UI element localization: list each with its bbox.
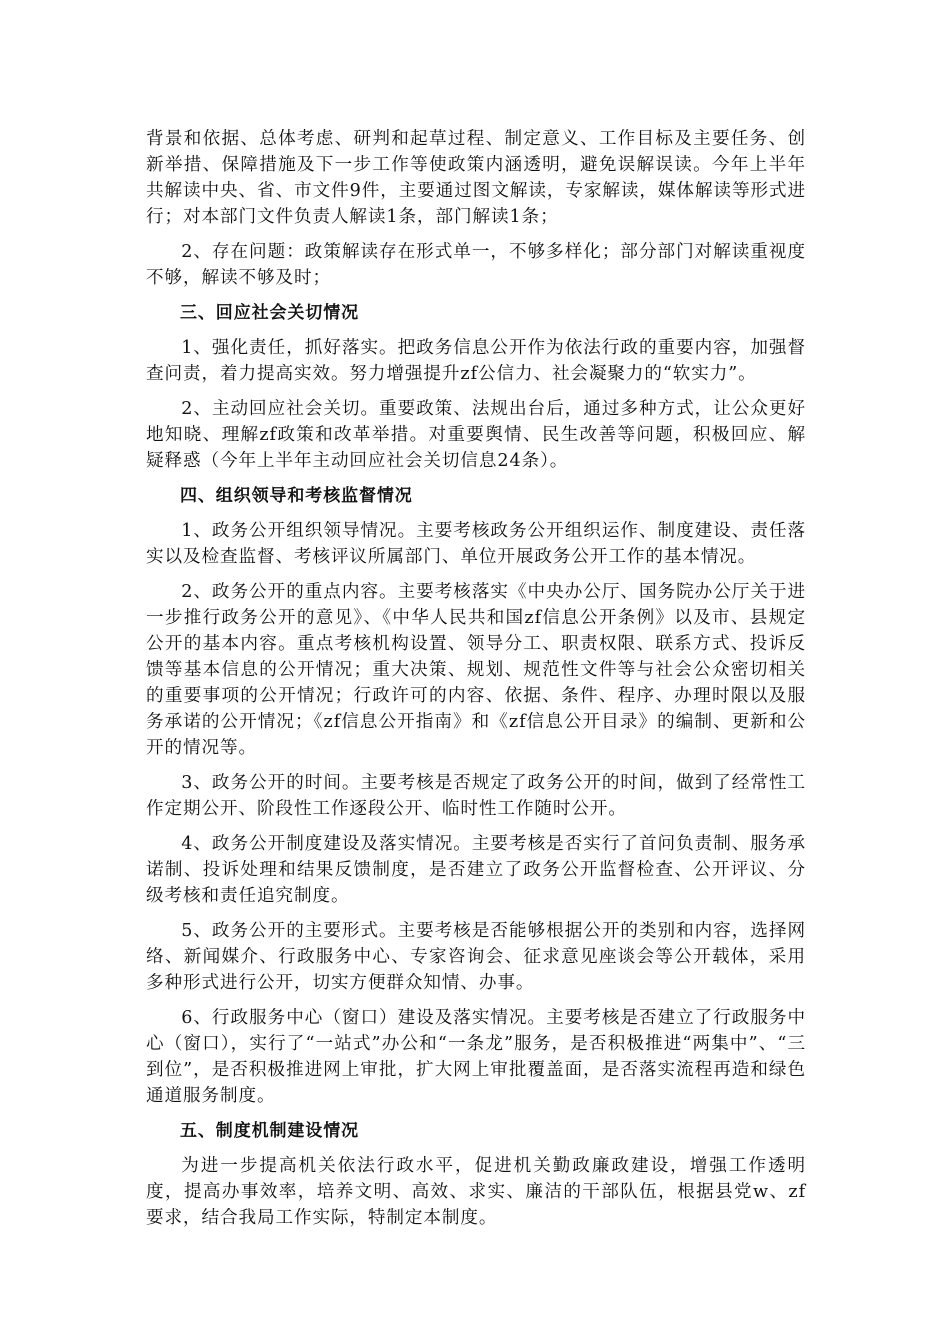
paragraph-main-forms: 5、政务公开的主要形式。主要考核是否能够根据公开的类别和内容，选择网络、新闻媒介、行政服务中心、专家咨询会、征求意见座谈会等公开载体，采用多种形式进行公开，切实方便群众知情、办事。 [146,921,806,993]
paragraph-system-construction: 4、政务公开制度建设及落实情况。主要考核是否实行了首问负责制、服务承诺制、投诉处理和结果反馈制度，是否建立了政务公开监督检查、公开评议、分级考核和责任追究制度。 [146,834,806,906]
paragraph-strengthen-responsibility: 1、强化责任，抓好落实。把政务信息公开作为依法行政的重要内容，加强督查问责，着力提高实效。努力增强提升zf公信力、社会凝聚力的“软实力”。 [146,338,806,384]
section-heading-3: 三、回应社会关切情况 [180,303,359,323]
section-heading-4: 四、组织领导和考核监督情况 [180,486,413,506]
section-heading-5: 五、制度机制建设情况 [180,1121,359,1141]
paragraph-disclosure-time: 3、政务公开的时间。主要考核是否规定了政务公开的时间，做到了经常性工作定期公开、阶段性工作逐段公开、临时性工作随时公开。 [146,773,806,819]
document-page [146,126,806,1240]
paragraph-service-center: 6、行政服务中心（窗口）建设及落实情况。主要考核是否建立了行政服务中心（窗口），实行了“一站式”办公和“一条龙”服务，是否积极推进“两集中”、“三到位”，是否积极推进网上审批，扩大网上审批覆盖面，是否落实流程再造和绿色通道服务制度。 [146,1008,806,1106]
paragraph-respond-concerns: 2、主动回应社会关切。重要政策、法规出台后，通过多种方式，让公众更好地知晓、理解zf政策和改革举措。对重要舆情、民生改善等问题，积极回应、解疑释惑（今年上半年主动回应社会关切信息24条）。 [146,399,806,471]
paragraph-existing-problems: 2、存在问题：政策解读存在形式单一，不够多样化；部分部门对解读重视度不够，解读不够及时； [146,242,806,288]
paragraph-institution-building: 为进一步提高机关依法行政水平，促进机关勤政廉政建设，增强工作透明度，提高办事效率，培养文明、高效、求实、廉洁的干部队伍，根据县党w、zf要求，结合我局工作实际，特制定本制度。 [146,1156,806,1228]
paragraph-policy-interpretation-cont: 背景和依据、总体考虑、研判和起草过程、制定意义、工作目标及主要任务、创新举措、保障措施及下一步工作等使政策内涵透明，避免误解误读。今年上半年共解读中央、省、市文件9件，主要通过图文解读，专家解读，媒体解读等形式进行；对本部门文件负责人解读1条，部门解读1条； [146,129,806,227]
paragraph-organization-leadership: 1、政务公开组织领导情况。主要考核政务公开组织运作、制度建设、责任落实以及检查监督、考核评议所属部门、单位开展政务公开工作的基本情况。 [146,521,806,567]
paragraph-key-content: 2、政务公开的重点内容。主要考核落实《中央办公厅、国务院办公厅关于进一步推行政务公开的意见》、《中华人民共和国zf信息公开条例》以及市、县规定公开的基本内容。重点考核机构设置、领导分工、职责权限、联系方式、投诉反馈等基本信息的公开情况；重大决策、规划、规范性文件等与社会公众密切相关的重要事项的公开情况；行政许可的内容、依据、条件、程序、办理时限以及服务承诺的公开情况；《zf信息公开指南》和《zf信息公开目录》的编制、更新和公开的情况等。 [146,582,806,758]
